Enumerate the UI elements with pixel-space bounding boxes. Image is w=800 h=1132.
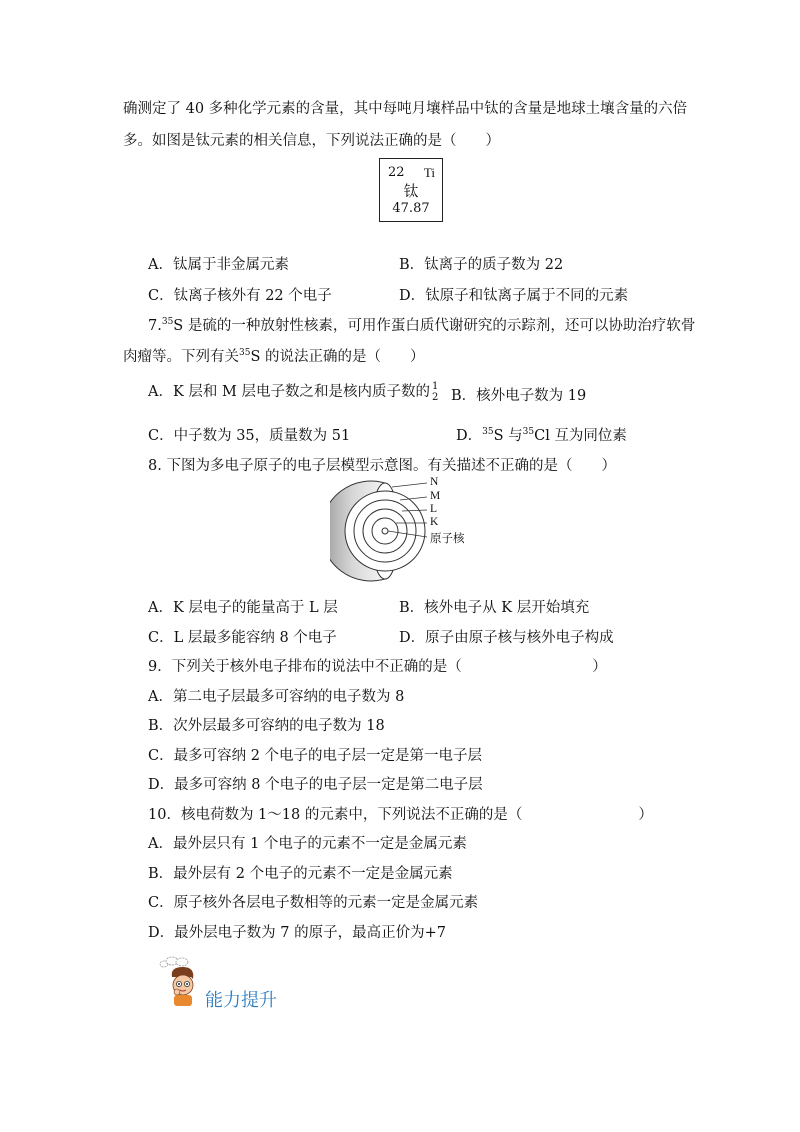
q8-option-d: D．原子由原子核与核外电子构成 <box>399 630 614 646</box>
q7-d-rest: Cl 互为同位素 <box>534 428 627 444</box>
mass-number-sup: 35 <box>482 427 494 437</box>
mass-number-sup: 35 <box>239 348 251 358</box>
q7-d-mid: S 与 <box>493 428 523 444</box>
intro-line-1: 确测定了 40 多种化学元素的含量，其中每吨月壤样品中钛的含量是地球土壤含量的六倍 <box>123 101 688 117</box>
q7-option-c: C．中子数为 35，质量数为 51 <box>148 428 351 444</box>
q7-option-d <box>456 424 627 445</box>
q7-option-a <box>148 380 438 403</box>
nucleus-label: 原子核 <box>430 533 465 545</box>
q6-option-a: A．钛属于非金属元素 <box>148 257 289 273</box>
q7-stem-text: S 是硫的一种放射性核素，可用作蛋白质代谢研究的示踪剂，还可以协助治疗软骨 <box>173 318 696 334</box>
q9-option-a: A．第二电子层最多可容纳的电子数为 8 <box>148 689 405 705</box>
shell-label-l: L <box>430 503 438 515</box>
q6-option-b: B．钛离子的质子数为 22 <box>399 257 564 273</box>
fraction-one-half <box>432 381 438 403</box>
q9-option-c: C．最多可容纳 2 个电子的电子层一定是第一电子层 <box>148 748 483 764</box>
q6-option-d: D．钛原子和钛离子属于不同的元素 <box>399 288 629 304</box>
intro-line-2: 多。如图是钛元素的相关信息，下列说法正确的是（ ） <box>123 133 500 149</box>
q10-option-c: C．原子核外各层电子数相等的元素一定是金属元素 <box>148 895 479 911</box>
element-card <box>379 158 443 222</box>
q10-stem: 10．核电荷数为 1～18 的元素中，下列说法不正确的是（ ） <box>148 807 653 823</box>
q8-option-c: C．L 层最多能容纳 8 个电子 <box>148 630 337 646</box>
cartoon-student-thinking-icon <box>155 955 205 1007</box>
q10-option-a: A．最外层只有 1 个电子的元素不一定是金属元素 <box>148 836 467 852</box>
q7-stem-text-3: S 的说法正确的是（ ） <box>250 349 425 365</box>
element-symbol: Ti <box>423 165 435 180</box>
shell-label-n: N <box>430 476 439 488</box>
q9-stem: 9．下列关于核外电子排布的说法中不正确的是（ ） <box>148 659 607 675</box>
q6-option-c: C．钛离子核外有 22 个电子 <box>148 288 332 304</box>
q7-number: 7. <box>148 318 162 334</box>
q10-option-d: D．最外层电子数为 7 的原子，最高正价为+7 <box>148 925 446 941</box>
electron-shell-diagram <box>330 475 480 585</box>
mass-number-sup: 35 <box>161 317 174 327</box>
q8-option-b: B．核外电子从 K 层开始填充 <box>399 600 590 616</box>
q7-d-prefix: D． <box>456 428 483 444</box>
q7-option-a-text: A．K 层和 M 层电子数之和是核内质子数的 <box>148 384 430 400</box>
frac-numerator: 1 <box>431 381 439 392</box>
q9-option-d: D．最多可容纳 8 个电子的电子层一定是第二电子层 <box>148 777 483 793</box>
atomic-mass: 47.87 <box>392 201 430 216</box>
shell-label-k: K <box>430 516 439 528</box>
element-name: 钛 <box>403 182 419 200</box>
frac-denominator: 2 <box>431 392 439 403</box>
q10-option-b: B．最外层有 2 个电子的元素不一定是金属元素 <box>148 866 453 882</box>
q7-stem-line-1 <box>148 314 695 335</box>
section-title: 能力提升 <box>205 990 277 1011</box>
q7-option-b: B．核外电子数为 19 <box>451 388 587 404</box>
mass-number-sup: 35 <box>522 427 535 437</box>
q7-stem-text-2: 肉瘤等。下列有关 <box>123 349 239 365</box>
shell-label-m: M <box>430 490 441 502</box>
q7-stem-line-2 <box>123 345 425 366</box>
q8-option-a: A．K 层电子的能量高于 L 层 <box>148 600 338 616</box>
atomic-number: 22 <box>388 165 405 180</box>
q9-option-b: B．次外层最多可容纳的电子数为 18 <box>148 718 385 734</box>
q8-stem: 8. 下图为多电子原子的电子层模型示意图。有关描述不正确的是（ ） <box>148 458 616 474</box>
